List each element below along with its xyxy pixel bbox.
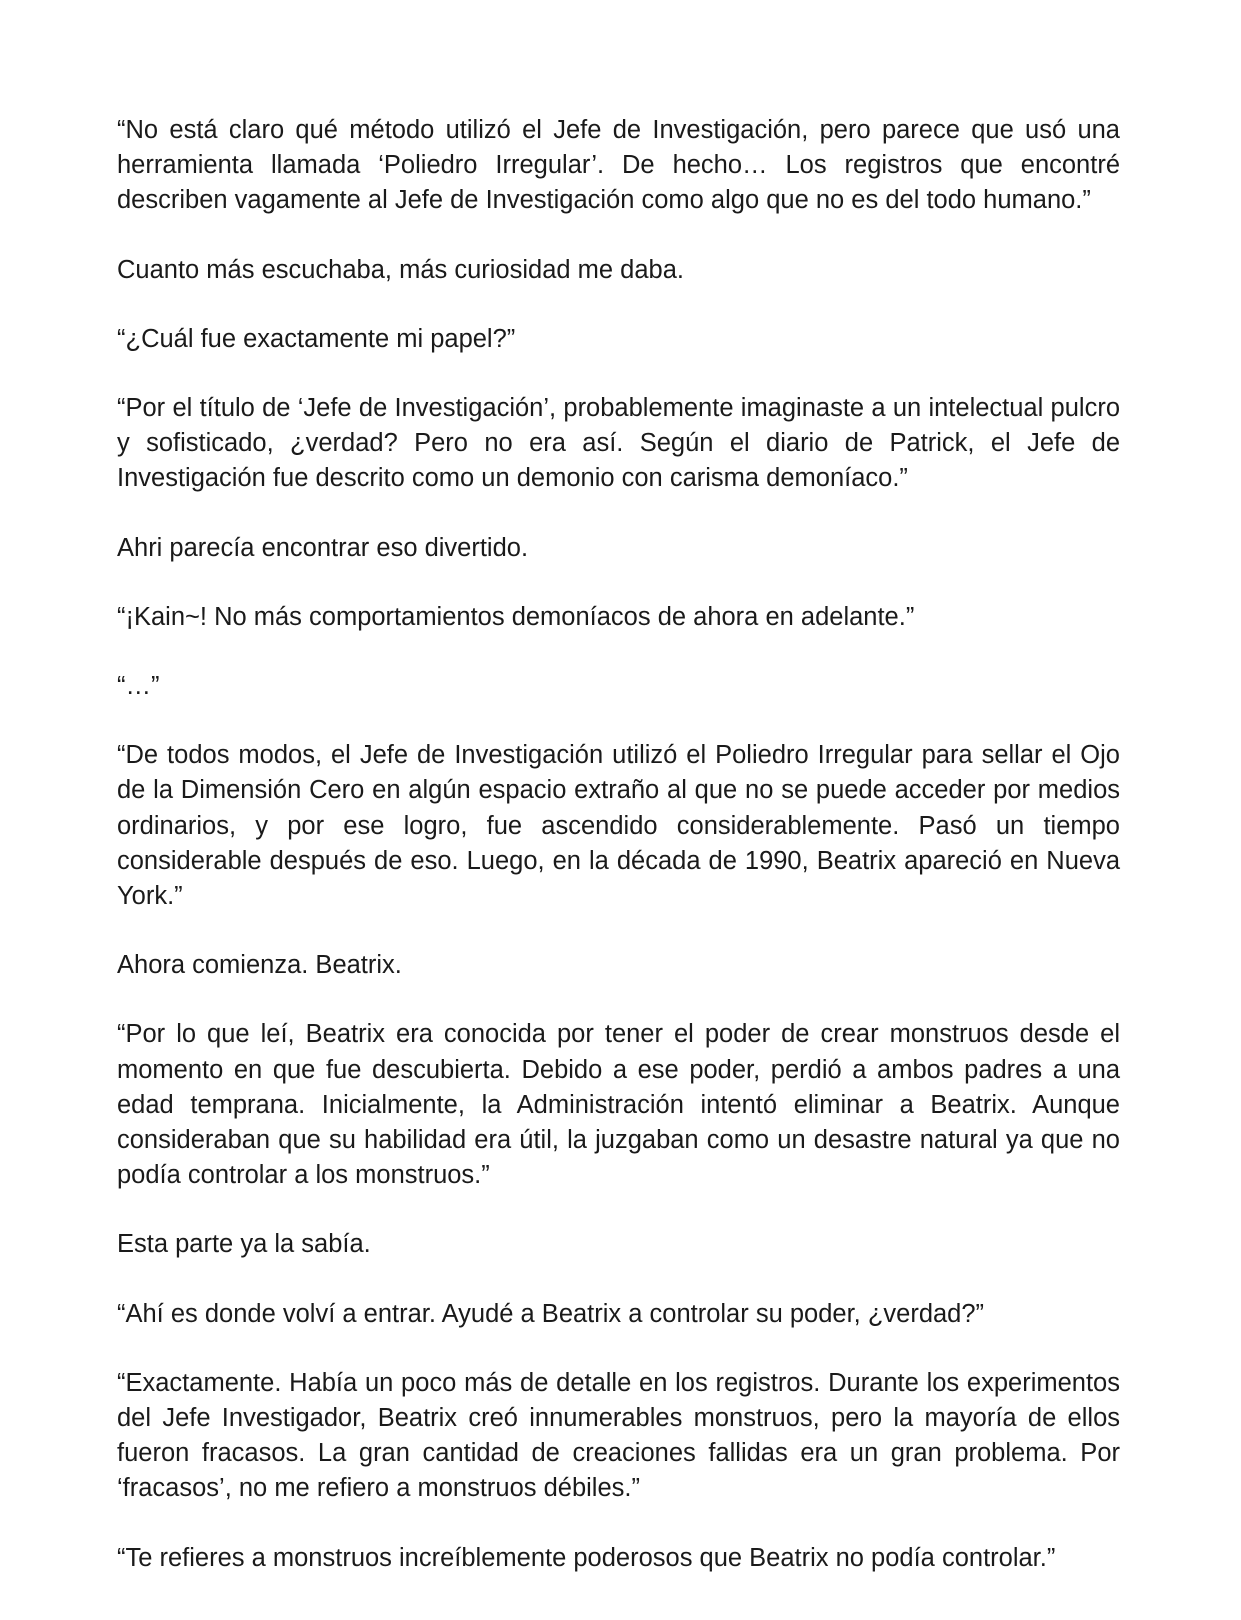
- paragraph: “…”: [117, 672, 160, 701]
- paragraph: Ahora comienza. Beatrix.: [117, 951, 402, 980]
- paragraph: Cuanto más escuchaba, más curiosidad me daba.: [117, 255, 684, 284]
- paragraph: “Te refieres a monstruos increíblemente poderosos que Beatrix no podía controlar.”: [117, 1543, 1056, 1572]
- paragraph: “Por lo que leí, Beatrix era conocida por tener el poder de crear monstruos desde el momento en que fue descubierta. Debido a ese poder, perdió a ambos padres a una edad temprana. Inicialmente, la Administración intentó eliminar a Beatrix. Aunque consideraban que su habilidad era útil, la juzgaban como un desastre natural ya que no podía controlar a los monstruos.”: [117, 1020, 1120, 1190]
- paragraph: “No está claro qué método utilizó el Jefe de Investigación, pero parece que usó una herramienta llamada ‘Poliedro Irregular’. De hecho… Los registros que encontré describen vagamente al Jefe de Investigación como algo que no es del todo humano.”: [117, 116, 1120, 215]
- paragraph: “Por el título de ‘Jefe de Investigación’, probablemente imaginaste a un intelectual pulcro y sofisticado, ¿verdad? Pero no era así. Según el diario de Patrick, el Jefe de Investigación fue descrito como un demonio con carisma demoníaco.”: [117, 394, 1120, 493]
- paragraph: Ahri parecía encontrar eso divertido.: [117, 533, 529, 562]
- paragraph: “Exactamente. Había un poco más de detalle en los registros. Durante los experimentos del Jefe Investigador, Beatrix creó innumerables monstruos, pero la mayoría de ellos fueron fracasos. La gran cantidad de creaciones fallidas era un gran problema. Por ‘fracasos’, no me refiero a monstruos débiles.”: [117, 1368, 1120, 1503]
- document-page: [117, 113, 1120, 1576]
- paragraph: “¿Cuál fue exactamente mi papel?”: [117, 324, 516, 353]
- paragraph: “¡Kain~! No más comportamientos demoníacos de ahora en adelante.”: [117, 602, 915, 631]
- paragraph: “Ahí es donde volví a entrar. Ayudé a Beatrix a controlar su poder, ¿verdad?”: [117, 1299, 985, 1328]
- paragraph: Esta parte ya la sabía.: [117, 1230, 371, 1259]
- paragraph: “De todos modos, el Jefe de Investigación utilizó el Poliedro Irregular para sellar el Ojo de la Dimensión Cero en algún espacio extraño al que no se puede acceder por medios ordinarios, y por ese logro, fue ascendido considerablemente. Pasó un tiempo considerable después de eso. Luego, en la década de 1990, Beatrix apareció en Nueva York.”: [117, 741, 1120, 911]
